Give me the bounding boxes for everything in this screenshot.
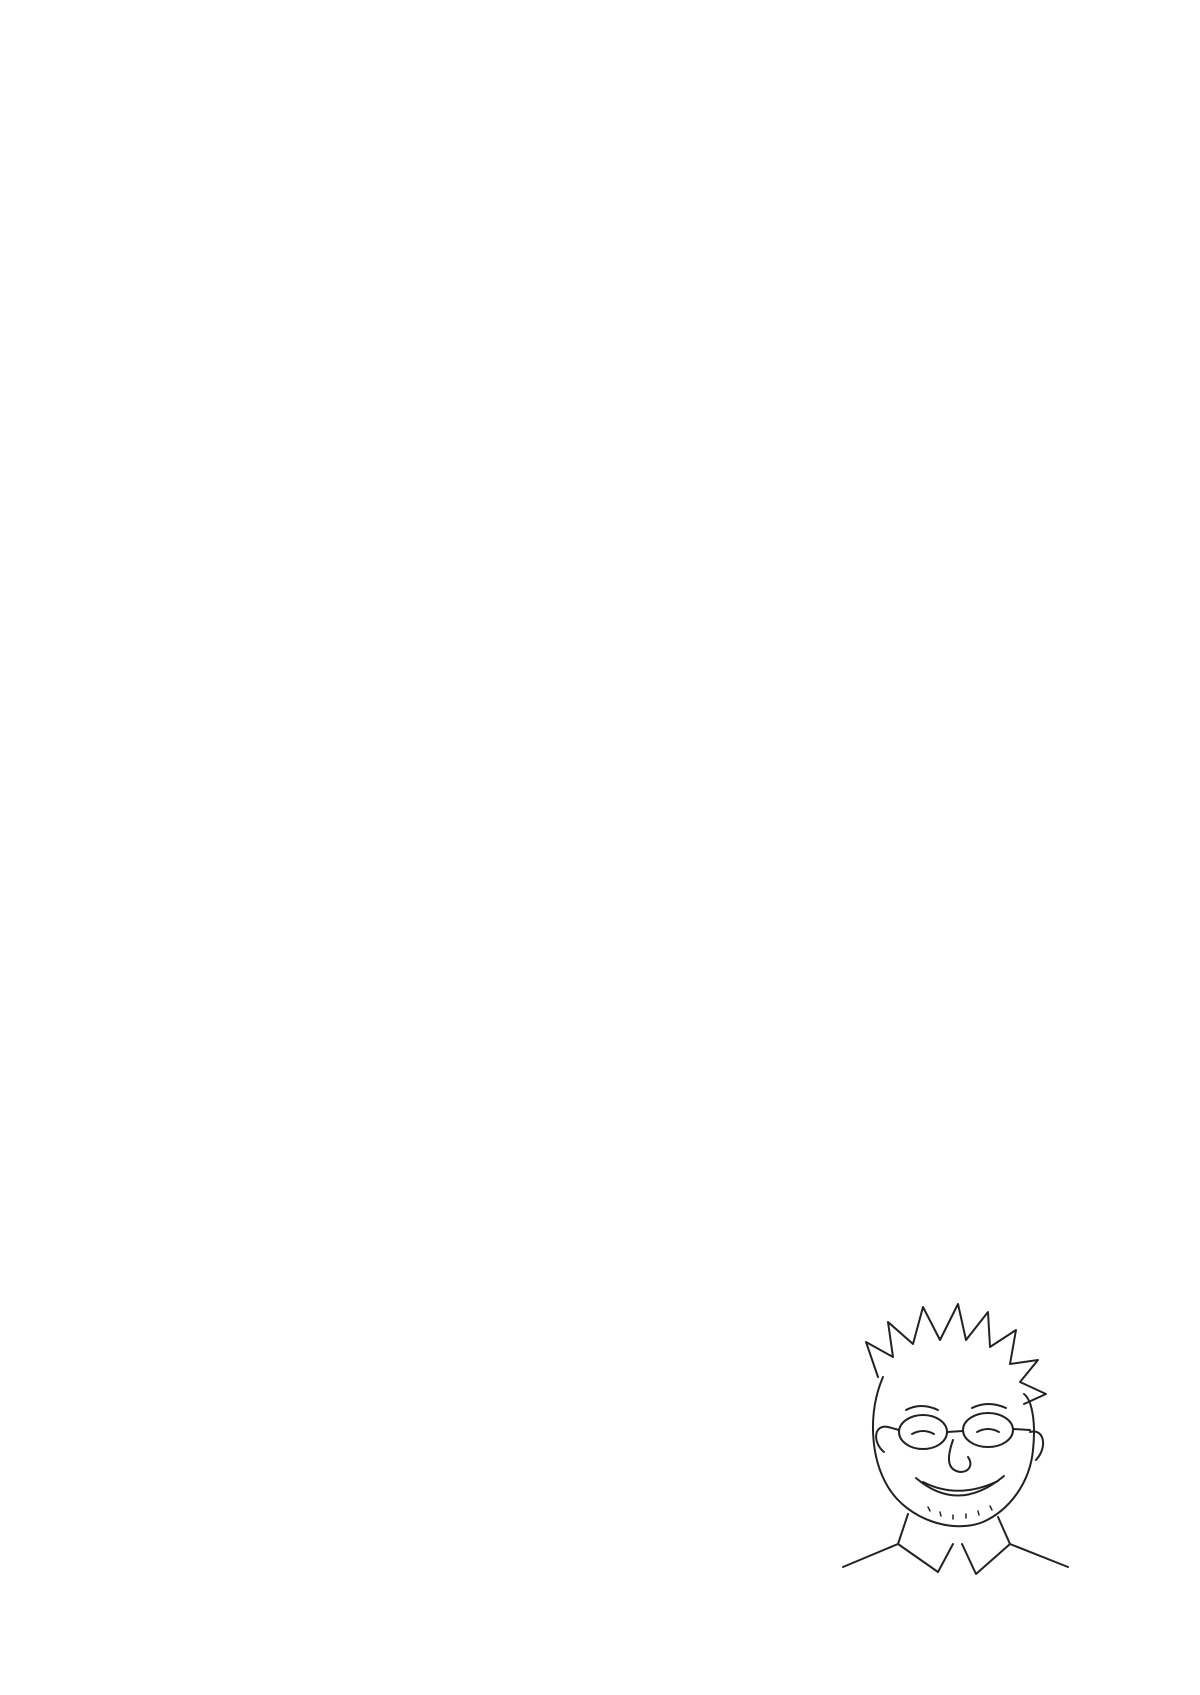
character-sketch — [748, 1282, 1128, 1582]
flower-border-top — [0, 0, 1200, 130]
flower-border-bottom — [0, 1565, 1200, 1695]
speech-bubble-text — [756, 1330, 762, 1580]
